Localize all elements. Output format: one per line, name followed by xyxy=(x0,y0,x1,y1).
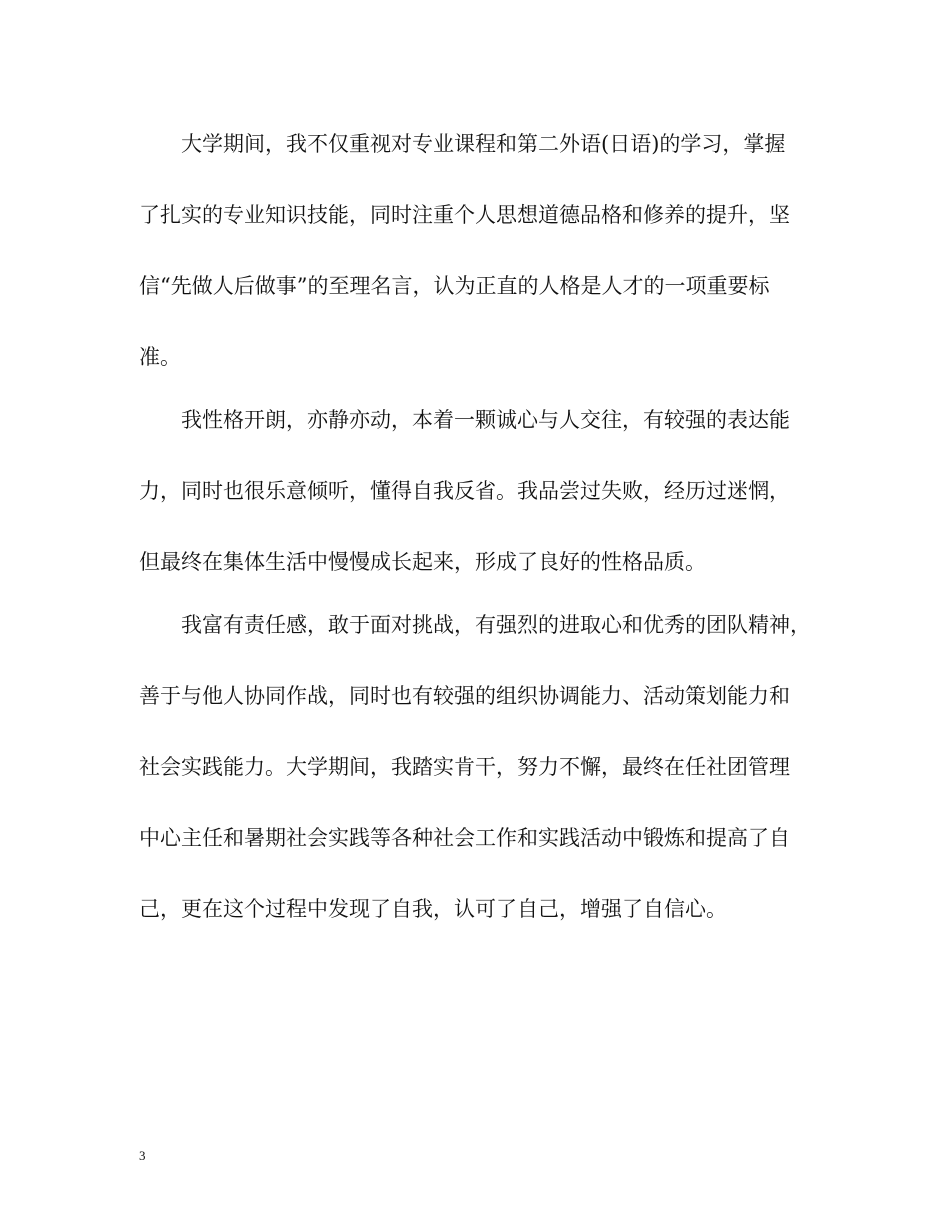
paragraph-3-line-2: 善于与他人协同作战，同时也有较强的组织协调能力、活动策划能力和 xyxy=(139,684,790,708)
paragraph-2-line-2: 力，同时也很乐意倾听，懂得自我反省。我品尝过失败，经历过迷惘， xyxy=(139,479,790,503)
paragraph-1-line-3: 信“先做人后做事”的至理名言，认为正直的人格是人才的一项重要标 xyxy=(139,274,770,298)
document-body xyxy=(139,120,829,956)
paragraph-3-line-1: 我富有责任感，敢于面对挑战，有强烈的进取心和优秀的团队精神， xyxy=(181,613,811,637)
paragraph-3-line-4: 中心主任和暑期社会实践等各种社会工作和实践活动中锻炼和提高了自 xyxy=(139,826,790,850)
paragraph-1-line-1: 大学期间，我不仅重视对专业课程和第二外语(日语)的学习，掌握 xyxy=(181,132,786,156)
paragraph-2-line-3: 但最终在集体生活中慢慢成长起来，形成了良好的性格品质。 xyxy=(139,550,706,574)
paragraph-1-line-4: 准。 xyxy=(139,345,181,369)
paragraph-3-line-5: 己，更在这个过程中发现了自我，认可了自己，增强了自信心。 xyxy=(139,897,727,921)
paragraph-3-line-3: 社会实践能力。大学期间，我踏实肯干，努力不懈，最终在任社团管理 xyxy=(139,755,790,779)
paragraph-1-line-2: 了扎实的专业知识技能，同时注重个人思想道德品格和修养的提升，坚 xyxy=(139,203,790,227)
paragraph-2-line-1: 我性格开朗，亦静亦动，本着一颗诚心与人交往，有较强的表达能 xyxy=(181,408,790,432)
page-number: 3 xyxy=(139,1148,146,1163)
